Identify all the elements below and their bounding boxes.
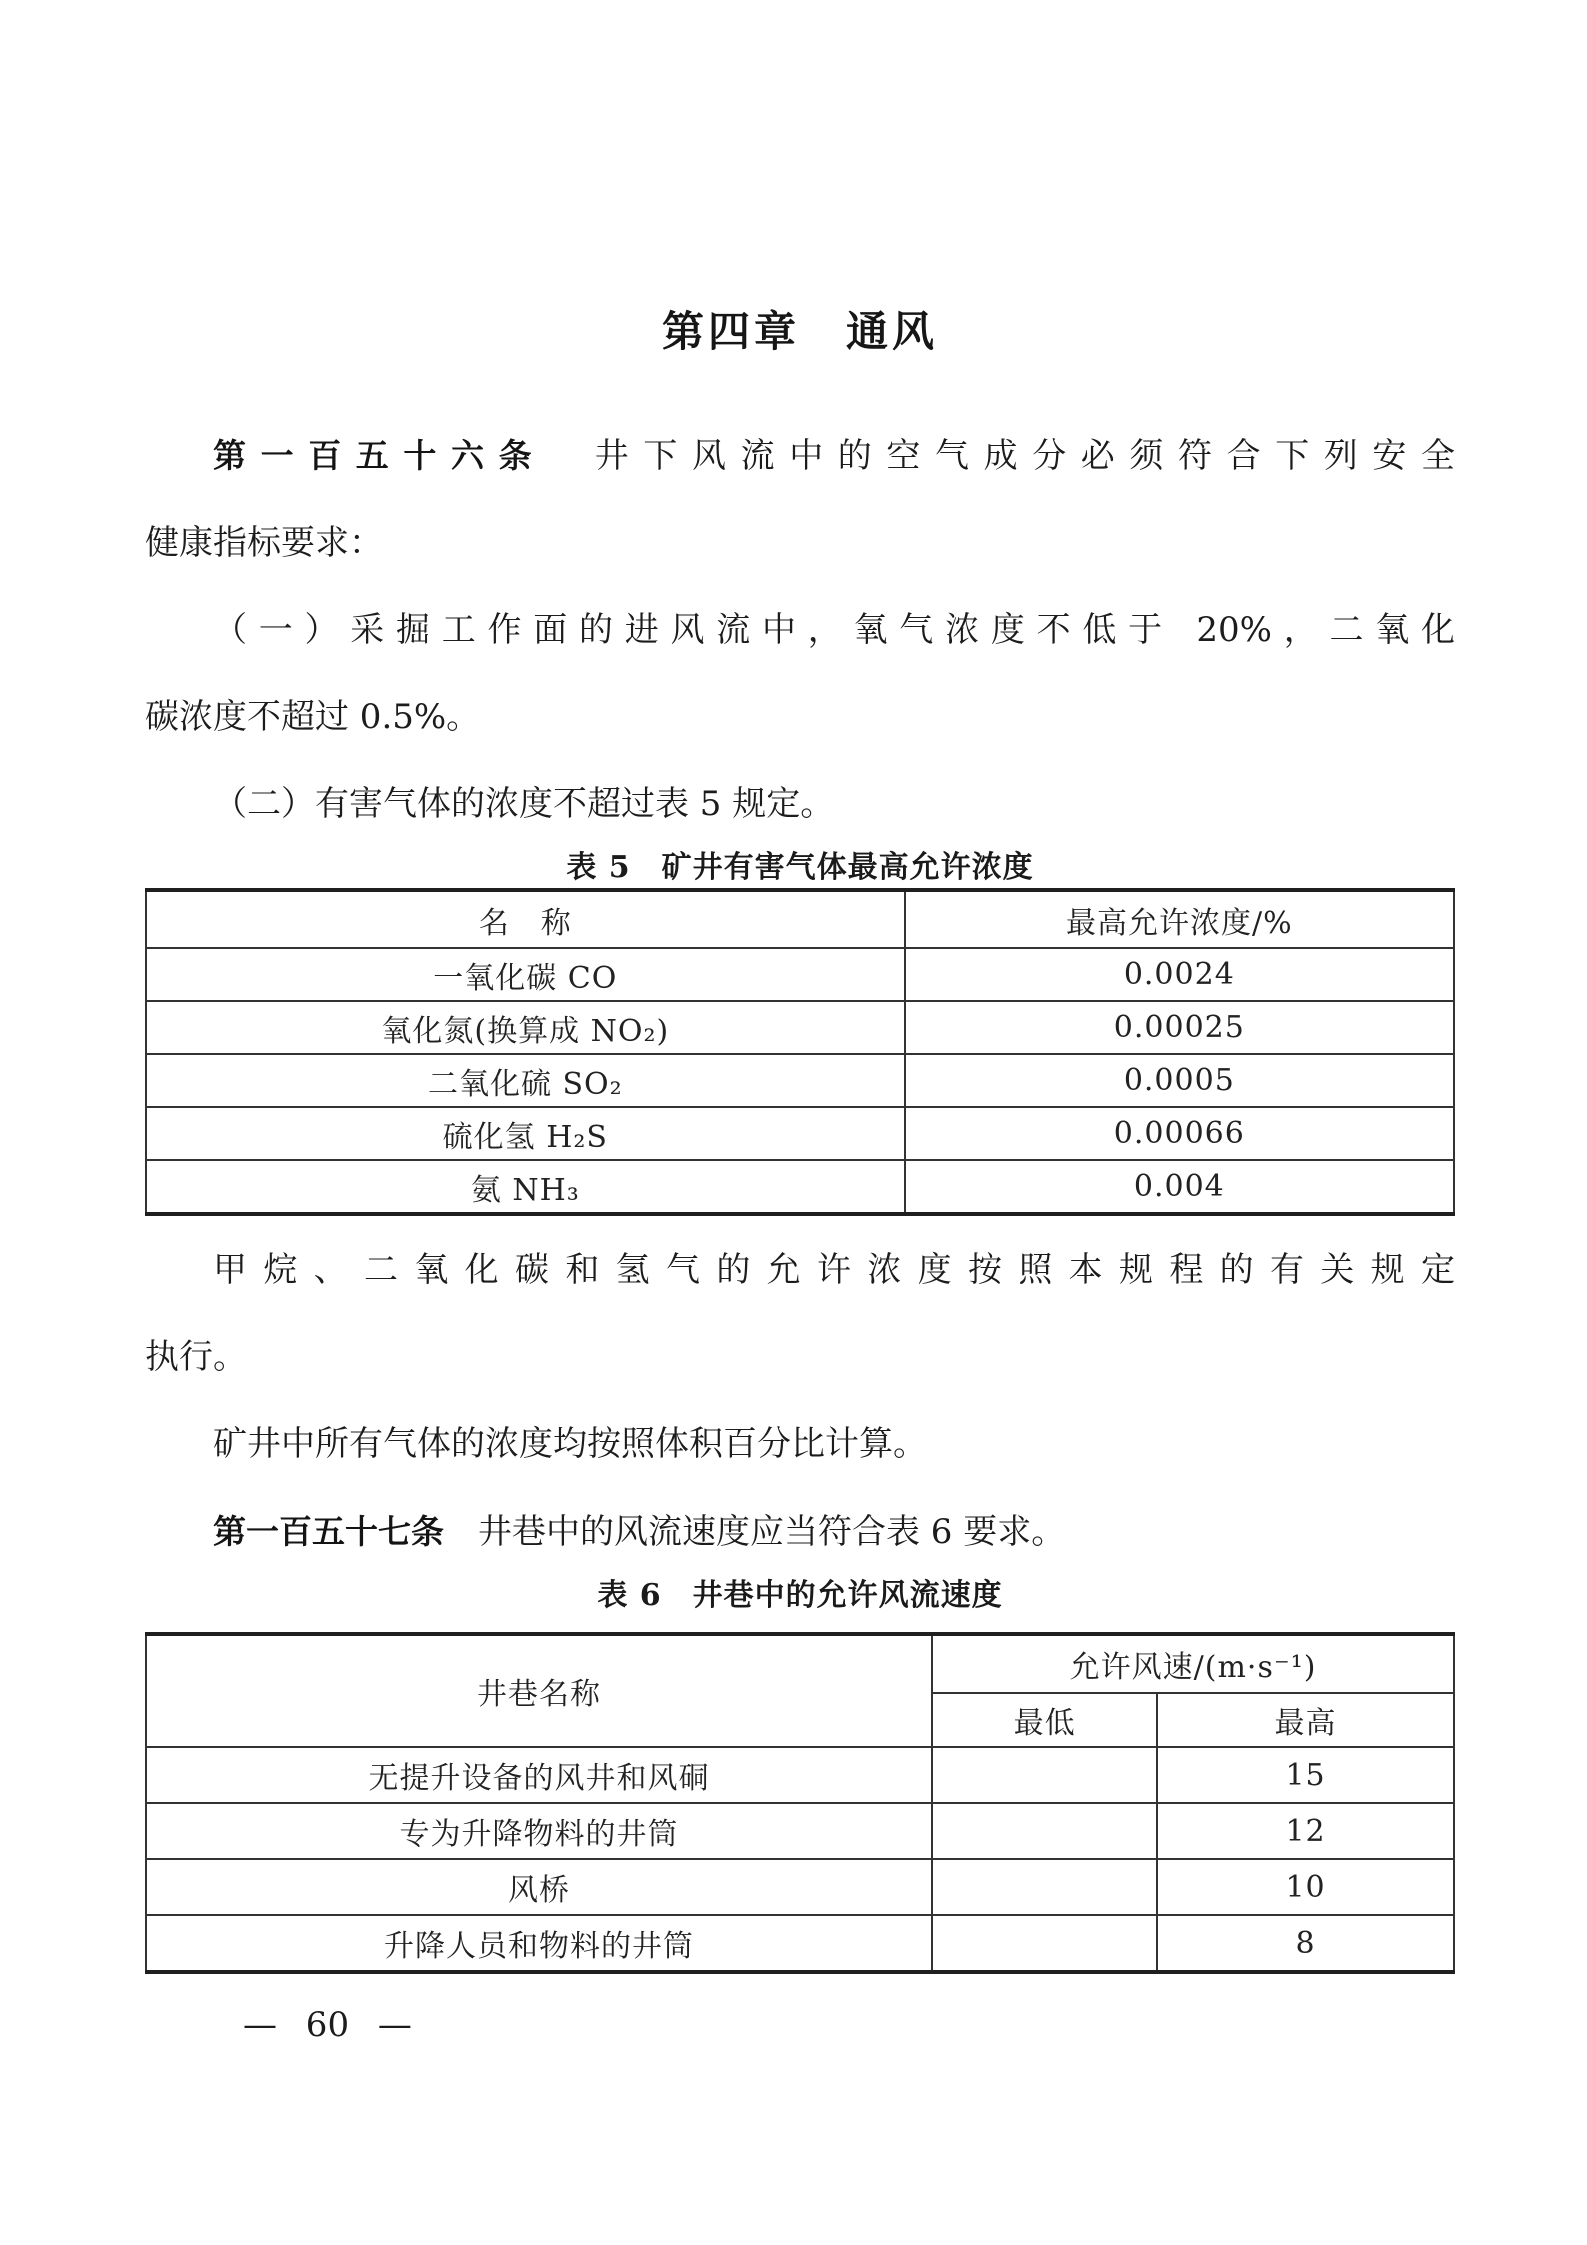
article-157-number: 第一百五十七条 [213, 1512, 444, 1551]
paragraph-line [145, 412, 1455, 500]
article-156-text: 井下风流中的空气成分必须符合下列安全 [546, 436, 1456, 476]
max-speed-cell: 10 [1157, 1859, 1454, 1915]
article-156-note [145, 1227, 1455, 1401]
table6-header-roadway-name: 井巷名称 [146, 1634, 932, 1747]
table6-header-allowed-speed: 允许风速/(m·s⁻¹) [932, 1634, 1454, 1693]
concentration-cell: 0.004 [905, 1160, 1454, 1214]
roadway-name-cell: 升降人员和物料的井筒 [146, 1915, 932, 1972]
min-speed-cell [932, 1747, 1157, 1803]
gas-name-cell: 二氧化硫 SO₂ [146, 1054, 905, 1107]
concentration-cell: 0.00066 [905, 1107, 1454, 1160]
table5-header-name: 名 称 [146, 890, 905, 948]
page-number: — 60 — [243, 2005, 412, 2045]
paragraph-line: 甲烷、二氧化碳和氢气的允许浓度按照本规程的有关规定 [213, 1250, 1455, 1290]
table6-row [146, 1859, 1454, 1915]
table5-row [146, 1001, 1454, 1054]
min-speed-cell [932, 1803, 1157, 1859]
table5-row [146, 1054, 1454, 1107]
paragraph-line: （一）采掘工作面的进风流中，氧气浓度不低于 20%，二氧化 [213, 610, 1455, 650]
table5-row [146, 1107, 1454, 1160]
gas-name-cell: 氨 NH₃ [146, 1160, 905, 1214]
max-speed-cell: 15 [1157, 1747, 1454, 1803]
paragraph-line: 碳浓度不超过 0.5%。 [145, 697, 481, 737]
gas-name-cell: 氧化氮(换算成 NO₂) [146, 1001, 905, 1054]
table6-row [146, 1747, 1454, 1803]
table6-row [146, 1915, 1454, 1972]
table5-row [146, 1160, 1454, 1214]
article-157-text: 井巷中的风流速度应当符合表 6 要求。 [444, 1512, 1066, 1552]
table6-row [146, 1803, 1454, 1859]
table5-row [146, 948, 1454, 1001]
paragraph-line: 健康指标要求： [145, 523, 383, 563]
concentration-cell: 0.00025 [905, 1001, 1454, 1054]
paragraph-line: 执行。 [145, 1337, 247, 1377]
min-speed-cell [932, 1859, 1157, 1915]
paragraph-line: 矿井中所有气体的浓度均按照体积百分比计算。 [213, 1424, 927, 1464]
gas-name-cell: 一氧化碳 CO [146, 948, 905, 1001]
article-156-item1 [145, 587, 1455, 761]
paragraph-line [145, 1488, 1455, 1576]
paragraph-line: （二）有害气体的浓度不超过表 5 规定。 [213, 784, 835, 824]
table5-caption: 表 5 矿井有害气体最高允许浓度 [566, 850, 1034, 885]
roadway-name-cell: 风桥 [146, 1859, 932, 1915]
max-speed-cell: 12 [1157, 1803, 1454, 1859]
article-157 [145, 1488, 1455, 1576]
table6-header-max: 最高 [1157, 1693, 1454, 1747]
max-speed-cell: 8 [1157, 1915, 1454, 1972]
gas-name-cell: 硫化氢 H₂S [146, 1107, 905, 1160]
concentration-cell: 0.0005 [905, 1054, 1454, 1107]
chapter-title: 第四章 通风 [661, 307, 938, 356]
article-156-note2 [145, 1401, 1455, 1488]
table5-header-concentration: 最高允许浓度/% [905, 890, 1454, 948]
article-156-number: 第一百五十六条 [213, 436, 547, 475]
table6-airflow-velocity [145, 1632, 1455, 1974]
min-speed-cell [932, 1915, 1157, 1972]
roadway-name-cell: 专为升降物料的井筒 [146, 1803, 932, 1859]
table5-header-row [146, 890, 1454, 948]
roadway-name-cell: 无提升设备的风井和风硐 [146, 1747, 932, 1803]
concentration-cell: 0.0024 [905, 948, 1454, 1001]
article-156-item2 [145, 761, 1455, 848]
article-156-intro [145, 412, 1455, 587]
table5-harmful-gas-limits [145, 888, 1455, 1216]
table6-caption: 表 6 井巷中的允许风流速度 [597, 1578, 1003, 1613]
table6-header-row-1 [146, 1634, 1454, 1693]
table6-header-min: 最低 [932, 1693, 1157, 1747]
